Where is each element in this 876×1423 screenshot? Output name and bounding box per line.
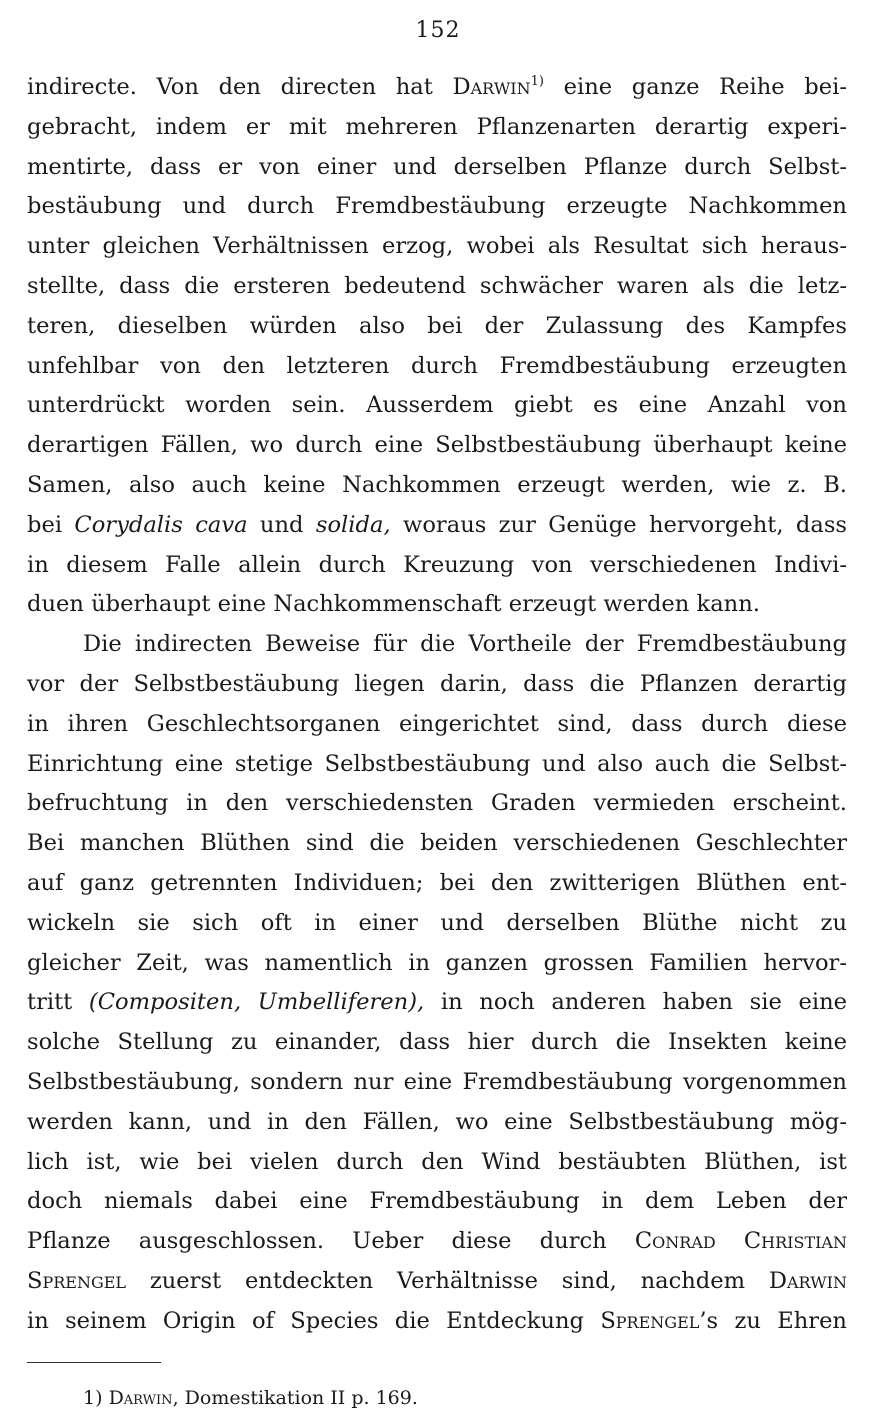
small-caps-name: Sprengel [600, 1307, 700, 1334]
text-segment: Einrichtung eine stetige Selbstbestäubung und also auch die Selbst- [27, 750, 847, 777]
text-line [27, 307, 847, 347]
text-line [27, 108, 847, 148]
text-line [27, 1222, 847, 1262]
text-line [27, 784, 847, 824]
text-segment: woraus zur Genüge hervorgeht, dass [390, 511, 848, 538]
text-segment: lich ist, wie bei vielen durch den Wind bestäubten Blüthen, ist [27, 1148, 847, 1175]
text-line [27, 625, 847, 665]
text-line [27, 944, 847, 984]
italic-term: Corydalis cava [74, 511, 248, 538]
text-segment: stellte, dass die ersteren bedeutend schwächer waren als die letz- [27, 272, 847, 299]
text-line [27, 1302, 847, 1342]
text-segment: bei [27, 511, 75, 538]
text-line [27, 1262, 847, 1302]
text-segment: unter gleichen Verhältnissen erzog, wobei als Resultat sich heraus- [27, 233, 847, 260]
text-segment: bestäubung und durch Fremdbestäubung erzeugte Nachkommen [27, 193, 847, 220]
text-segment: duen überhaupt eine Nachkommenschaft erzeugt werden kann. [27, 591, 760, 618]
text-segment: in diesem Falle allein durch Kreuzung von verschiedenen Indivi- [27, 551, 847, 578]
text-segment: befruchtung in den verschiedensten Graden vermieden erscheint. [27, 790, 847, 817]
text-segment: Die indirecten Beweise für die Vortheile der Fremdbestäubung [83, 631, 847, 658]
text-segment: solche Stellung zu einander, dass hier durch die Insekten keine [27, 1029, 847, 1056]
text-segment: tritt [27, 989, 89, 1016]
text-segment: indirecte. Von den directen hat [27, 74, 453, 100]
text-line [27, 665, 847, 705]
text-line [27, 227, 847, 267]
text-line [27, 386, 847, 426]
text-segment: unfehlbar von den letzteren durch Fremdbestäubung erzeugten [27, 352, 847, 379]
text-segment: vor der Selbstbestäubung liegen darin, dass die Pflanzen derartig [27, 670, 847, 697]
footnote-marker: 1) [83, 1387, 103, 1409]
text-segment: werden kann, und in den Fällen, wo eine Selbstbestäubung mög- [27, 1108, 847, 1135]
text-segment: mentirte, dass er von einer und derselben Pflanze durch Selbst- [27, 153, 847, 180]
text-line [27, 745, 847, 785]
text-segment: Samen, also auch keine Nachkommen erzeugt werden, wie z. B. [27, 471, 847, 498]
text-line [27, 1182, 847, 1222]
text-line [27, 546, 847, 586]
text-segment: in noch anderen haben sie eine [424, 989, 847, 1016]
text-segment: teren, dieselben würden also bei der Zulassung des Kampfes [27, 312, 847, 339]
text-segment: wickeln sie sich oft in einer und derselben Blüthe nicht zu [27, 909, 847, 936]
text-segment: unterdrückt worden sein. Ausserdem giebt es eine Anzahl von [27, 392, 847, 419]
text-line [27, 347, 847, 387]
footnote-rule [27, 1362, 161, 1363]
text-segment: gleicher Zeit, was namentlich in ganzen grossen Familien hervor- [27, 949, 847, 976]
text-line [27, 1103, 847, 1143]
text-segment: Bei manchen Blüthen sind die beiden verschiedenen Geschlechter [27, 830, 847, 857]
footnote-ref: 1) [530, 74, 544, 89]
text-line [27, 506, 847, 546]
footnote [83, 1385, 418, 1411]
text-segment: eine ganze Reihe bei- [543, 74, 847, 100]
text-line [27, 1023, 847, 1063]
text-segment: derartigen Fällen, wo durch eine Selbstbestäubung überhaupt keine [27, 432, 847, 459]
footnote-author: Darwin [108, 1387, 173, 1409]
text-line [27, 904, 847, 944]
text-line [27, 864, 847, 904]
text-line [27, 187, 847, 227]
text-line [27, 68, 847, 108]
text-segment: zuerst entdeckten Verhältnisse sind, nachdem [126, 1267, 769, 1294]
small-caps-name: Darwin [768, 1267, 847, 1294]
text-line [27, 267, 847, 307]
text-segment: in ihren Geschlechtsorganen eingerichtet sind, dass durch diese [27, 710, 847, 737]
text-line [27, 466, 847, 506]
small-caps-name: Darwin [452, 74, 531, 100]
small-caps-name: Conrad Christian [634, 1228, 847, 1255]
text-line [27, 983, 847, 1023]
text-line [27, 426, 847, 466]
text-segment: doch niemals dabei eine Fremdbestäubung in dem Leben der [27, 1188, 847, 1215]
text-segment: auf ganz getrennten Individuen; bei den zwitterigen Blüthen ent- [27, 869, 847, 896]
small-caps-name: Sprengel [27, 1267, 127, 1294]
italic-term: (Compositen, Umbelliferen), [88, 989, 425, 1016]
page-number: 152 [415, 18, 461, 43]
text-line [27, 824, 847, 864]
text-line [27, 585, 847, 625]
text-segment: Selbstbestäubung, sondern nur eine Fremdbestäubung vorgenommen [27, 1068, 847, 1095]
text-line [27, 148, 847, 188]
text-segment: gebracht, indem er mit mehreren Pflanzenarten derartig experi- [27, 113, 847, 140]
text-segment: in seinem Origin of Species die Entdeckung [27, 1307, 601, 1334]
footnote-text: , Domestikation II p. 169. [172, 1387, 418, 1409]
text-line [27, 1063, 847, 1103]
body-text [27, 68, 847, 1342]
italic-term: solida, [315, 511, 391, 538]
text-segment: und [247, 511, 316, 538]
text-segment: ’s zu Ehren [699, 1307, 847, 1334]
text-line [27, 1143, 847, 1183]
text-line [27, 705, 847, 745]
text-segment: Pflanze ausgeschlossen. Ueber diese durch [27, 1228, 635, 1255]
